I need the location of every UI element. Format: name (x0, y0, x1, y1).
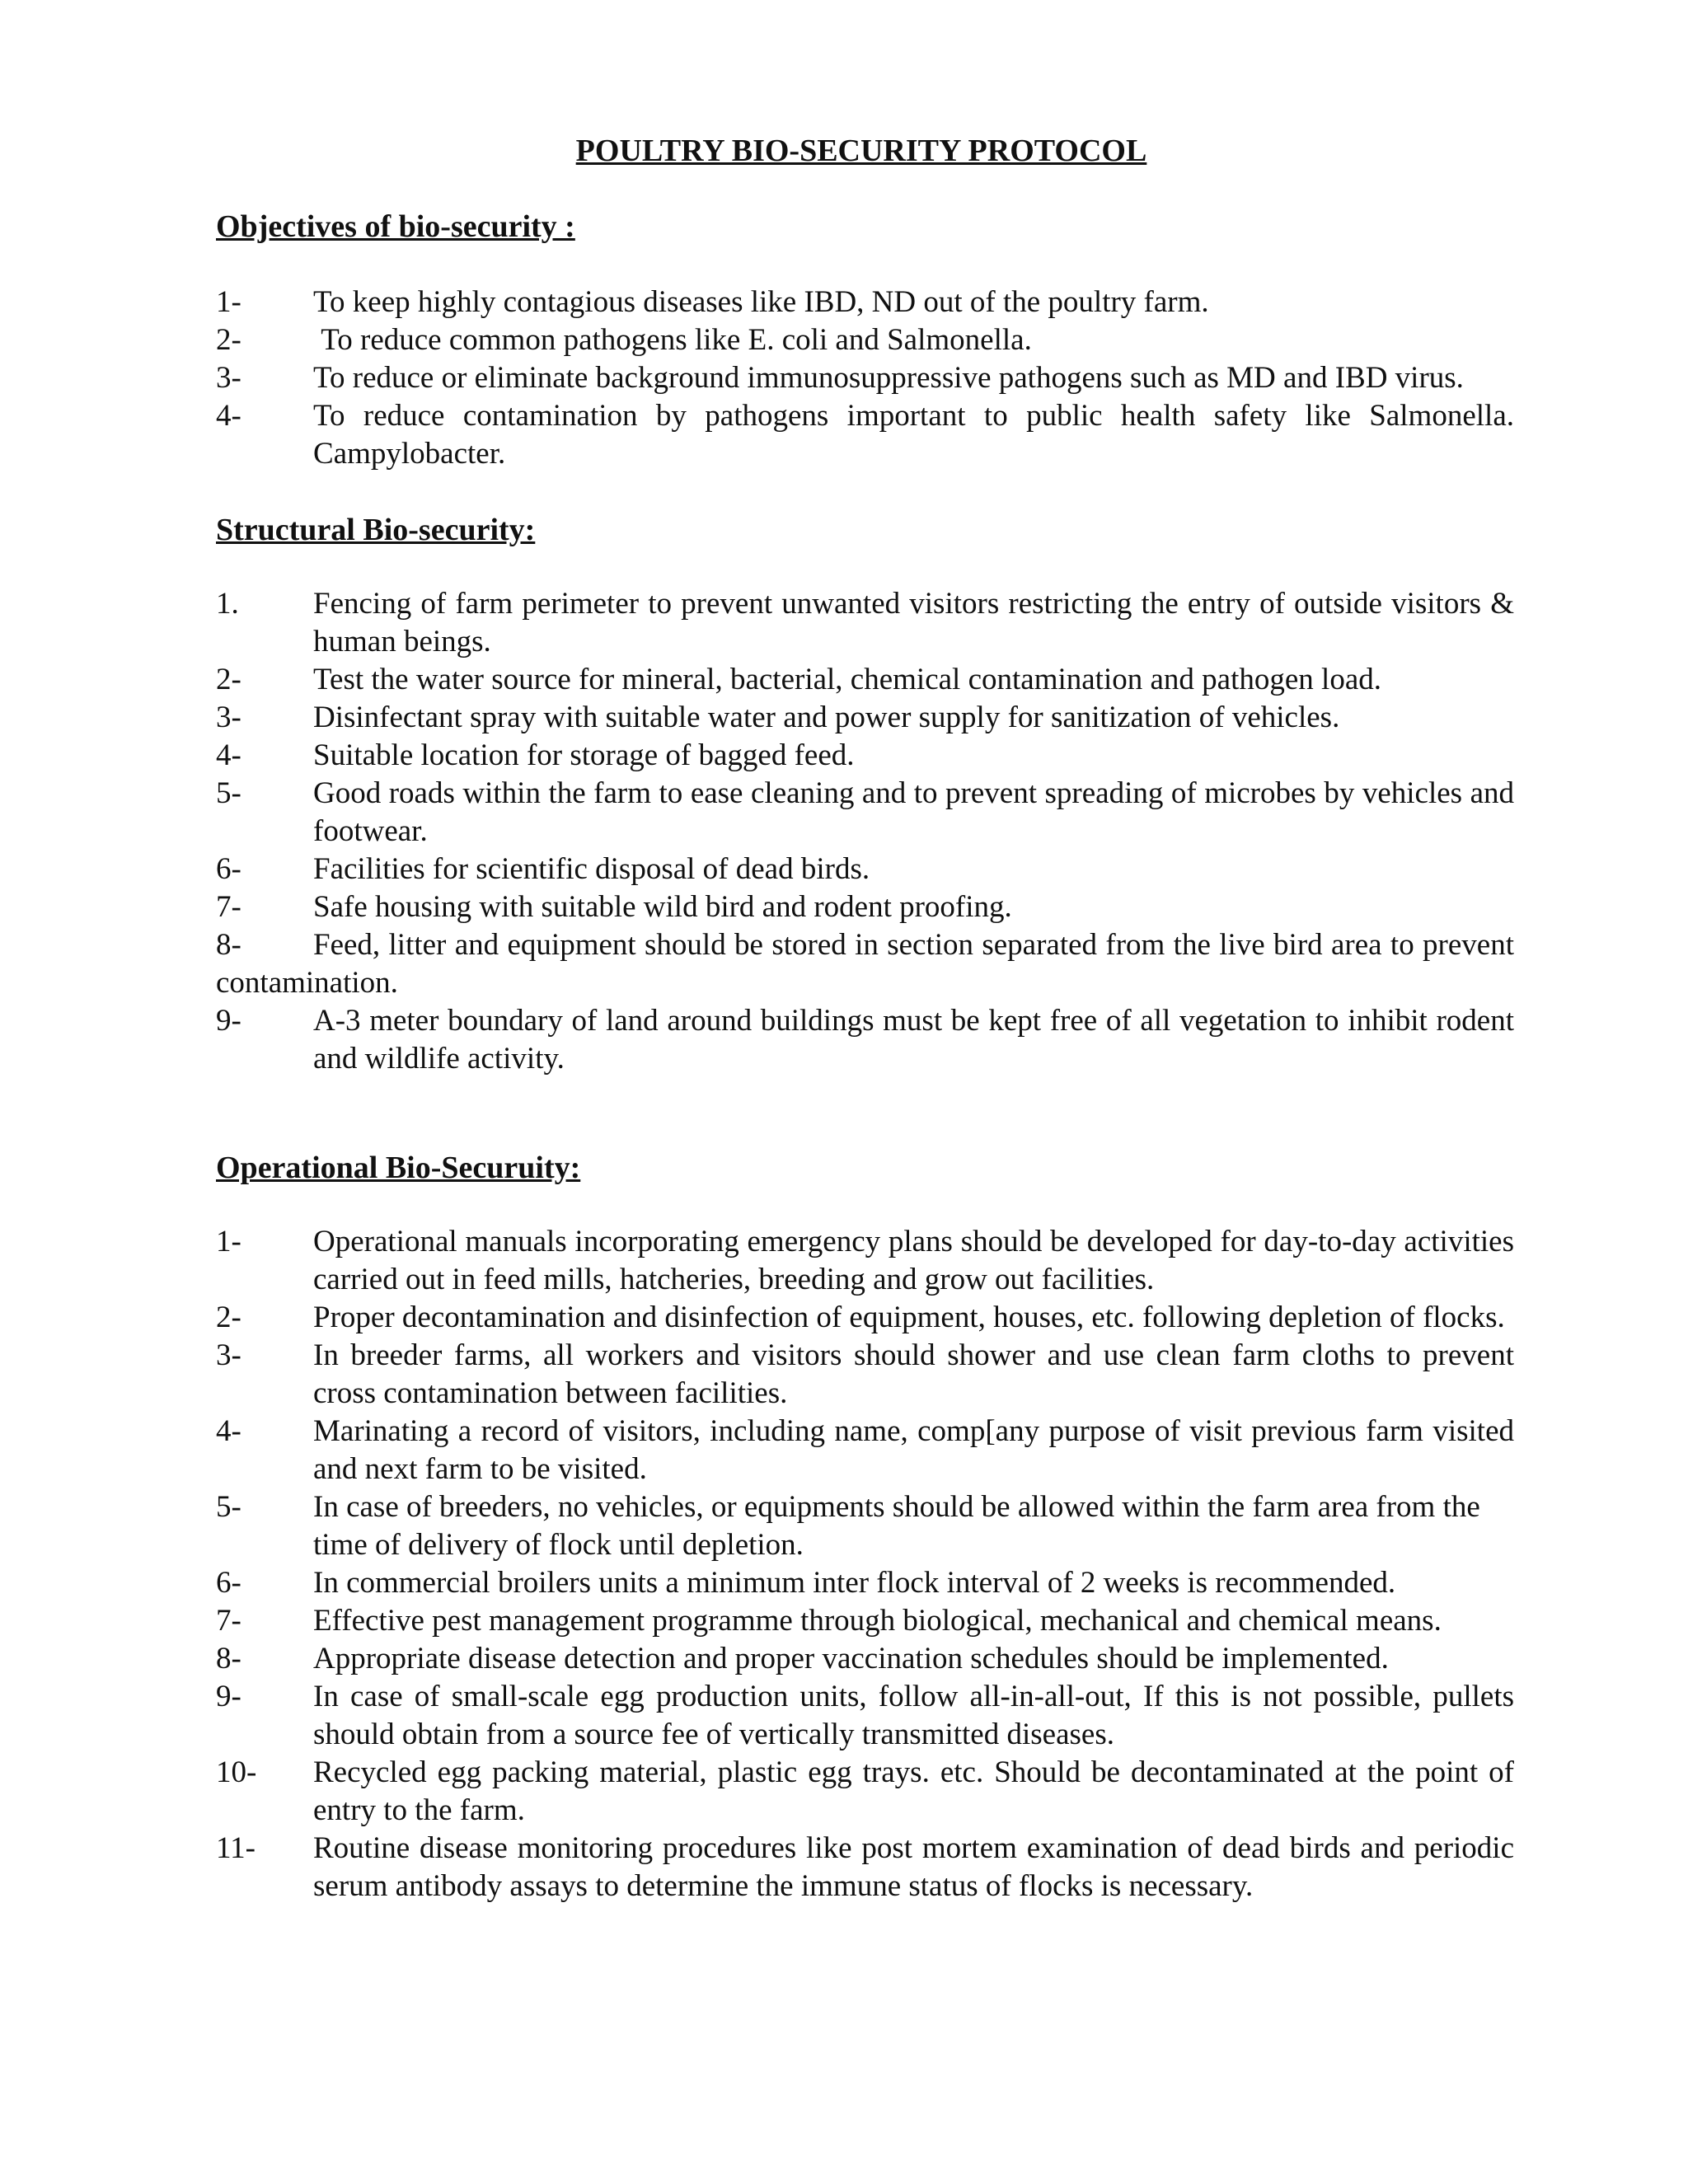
list-item (216, 1564, 1514, 1602)
structural-list (216, 585, 1514, 1078)
item-text: Suitable location for storage of bagged feed. (313, 738, 855, 772)
list-item (216, 1640, 1514, 1678)
item-number: 1. (216, 587, 239, 621)
item-number: 10- (216, 1755, 257, 1789)
item-number: 3- (216, 361, 241, 395)
list-item (216, 359, 1514, 397)
item-text: Marinating a record of visitors, including name, comp[any purpose of visit previous farm visited and next farm to be visited. (313, 1414, 1514, 1486)
item-text: Test the water source for mineral, bacterial, chemical contamination and pathogen load. (313, 663, 1381, 696)
item-text: To reduce common pathogens like E. coli and Salmonella. (313, 323, 1032, 357)
list-item (216, 661, 1514, 699)
item-number: 7- (216, 890, 241, 924)
item-text: Routine disease monitoring procedures like post mortem examination of dead birds and periodic serum antibody assays to determine the immune status of flocks is necessary. (313, 1831, 1514, 1903)
item-text: Recycled egg packing material, plastic egg trays. etc. Should be decontaminated at the point of entry to the farm. (313, 1755, 1514, 1827)
item-number: 2- (216, 323, 241, 357)
section-heading-structural: Structural Bio-security: (216, 513, 536, 547)
item-number: 9- (216, 1680, 241, 1713)
list-item (216, 1223, 1514, 1299)
list-item (216, 699, 1514, 737)
list-item (216, 737, 1514, 775)
item-text: In case of small-scale egg production units, follow all-in-all-out, If this is not possible, pullets should obtain from a source fee of vertically transmitted diseases. (313, 1680, 1514, 1751)
item-number: 1- (216, 285, 241, 319)
item-number: 4- (216, 1414, 241, 1448)
item-number: 3- (216, 701, 241, 734)
item-number: 5- (216, 1490, 241, 1524)
item-text: Disinfectant spray with suitable water and power supply for sanitization of vehicles. (313, 701, 1340, 734)
item-text: Operational manuals incorporating emergency plans should be developed for day-to-day activities carried out in feed mills, hatcheries, breeding and grow out facilities. (313, 1225, 1514, 1296)
item-text: To keep highly contagious diseases like IBD, ND out of the poultry farm. (313, 285, 1209, 319)
item-number: 4- (216, 738, 241, 772)
item-text: In commercial broilers units a minimum inter flock interval of 2 weeks is recommended. (313, 1566, 1396, 1600)
operational-list (216, 1223, 1514, 1905)
item-text: Safe housing with suitable wild bird and rodent proofing. (313, 890, 1012, 924)
item-number: 4- (216, 399, 241, 433)
list-item (216, 1830, 1514, 1905)
list-item (216, 851, 1514, 888)
list-item (216, 1002, 1514, 1078)
item-text: Good roads within the farm to ease cleaning and to prevent spreading of microbes by vehicles and footwear. (313, 776, 1514, 848)
list-item (216, 284, 1514, 321)
item-number: 11- (216, 1831, 256, 1865)
item-number: 2- (216, 1301, 241, 1334)
list-item (216, 1488, 1514, 1564)
list-item (216, 926, 1514, 1002)
list-item (216, 321, 1514, 359)
list-item (216, 1413, 1514, 1488)
item-text: Effective pest management programme through biological, mechanical and chemical means. (313, 1604, 1442, 1638)
objectives-list (216, 284, 1514, 473)
item-text: In case of breeders, no vehicles, or equipments should be allowed within the farm area from the time of delivery of flock until depletion. (313, 1490, 1480, 1562)
list-item (216, 888, 1514, 926)
item-text: Proper decontamination and disinfection of equipment, houses, etc. following depletion of flocks. (313, 1301, 1505, 1334)
item-text: Appropriate disease detection and proper vaccination schedules should be implemented. (313, 1642, 1389, 1675)
item-text: In breeder farms, all workers and visitors should shower and use clean farm cloths to prevent cross contamination between facilities. (313, 1338, 1514, 1410)
list-item (216, 775, 1514, 851)
list-item (216, 1602, 1514, 1640)
item-number: 3- (216, 1338, 241, 1372)
item-text: A-3 meter boundary of land around buildings must be kept free of all vegetation to inhibit rodent and wildlife activity. (313, 1004, 1514, 1076)
item-number: 5- (216, 776, 241, 810)
list-item (216, 397, 1514, 473)
item-number: 7- (216, 1604, 241, 1638)
item-number: 2- (216, 663, 241, 696)
item-text: To reduce contamination by pathogens important to public health safety like Salmonella. Campylobacter. (313, 399, 1514, 471)
item-text: Feed, litter and equipment should be stored in section separated from the live bird area to prevent contamination. (216, 928, 1514, 1000)
item-text: Facilities for scientific disposal of dead birds. (313, 852, 870, 886)
item-number: 1- (216, 1225, 241, 1258)
item-text: Fencing of farm perimeter to prevent unwanted visitors restricting the entry of outside visitors & human beings. (313, 587, 1514, 658)
item-number: 8- (216, 1642, 241, 1675)
item-number: 6- (216, 852, 241, 886)
list-item (216, 1299, 1514, 1337)
document-title: POULTRY BIO-SECURITY PROTOCOL (575, 134, 1147, 168)
list-item (216, 1678, 1514, 1754)
item-number: 9- (216, 1004, 241, 1038)
item-number: 8- (216, 928, 241, 962)
list-item (216, 1754, 1514, 1830)
item-number: 6- (216, 1566, 241, 1600)
list-item (216, 585, 1514, 661)
section-heading-objectives: Objectives of bio-security : (216, 209, 575, 244)
section-heading-operational: Operational Bio-Securuity: (216, 1151, 581, 1185)
item-text: To reduce or eliminate background immunosuppressive pathogens such as MD and IBD virus. (313, 361, 1464, 395)
list-item (216, 1337, 1514, 1413)
